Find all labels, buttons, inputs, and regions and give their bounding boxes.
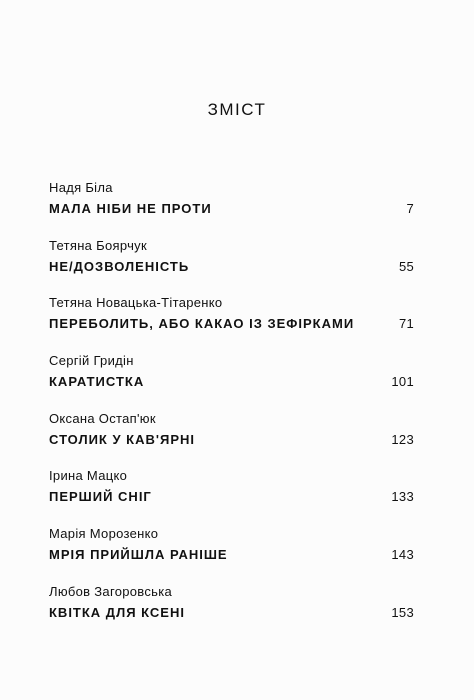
toc-page-number: 71 (398, 316, 414, 332)
toc-entry (49, 293, 414, 351)
toc-author: Надя Біла (49, 180, 113, 195)
toc-story-title: МРІЯ ПРИЙШЛА РАНІШЕ (49, 547, 228, 563)
toc-row (49, 544, 414, 566)
toc-row (49, 429, 414, 451)
toc-entry (49, 351, 414, 409)
toc-page-number: 143 (391, 547, 414, 563)
toc-row (49, 198, 414, 220)
toc-page-number: 133 (391, 489, 414, 505)
toc-page-number: 101 (391, 374, 414, 390)
toc-author: Марія Морозенко (49, 526, 159, 542)
toc-row (49, 486, 414, 508)
toc-author: Ірина Мацко (49, 468, 128, 484)
toc-page-number: 123 (391, 431, 414, 447)
toc-author: Оксана Остап'юк (49, 410, 156, 426)
toc-row (49, 313, 414, 335)
toc-entry (49, 409, 414, 467)
toc-entry (49, 524, 414, 582)
page-title: ЗМІСТ (207, 100, 267, 119)
toc-author: Тетяна Новацька-Тітаренко (49, 295, 223, 311)
toc-story-title: МАЛА НІБИ НЕ ПРОТИ (49, 201, 212, 216)
toc-story-title: СТОЛИК У КАВ'ЯРНІ (49, 431, 195, 447)
toc-author: Сергій Гридін (49, 353, 134, 369)
toc-story-title: ПЕРЕБОЛИТЬ, АБО КАКАО ІЗ ЗЕФІРКАМИ (49, 316, 355, 332)
toc-author: Любов Загоровська (49, 583, 173, 599)
toc-row (49, 256, 414, 278)
toc-story-title: ПЕРШИЙ СНІГ (49, 489, 152, 505)
toc-entry (49, 582, 414, 640)
toc-page-number: 153 (391, 604, 414, 620)
toc-story-title: КВІТКА ДЛЯ КСЕНІ (49, 604, 185, 620)
toc-story-title: НЕ/ДОЗВОЛЕНІСТЬ (49, 258, 190, 274)
toc-page-number: 7 (406, 201, 414, 216)
toc-story-title: КАРАТИСТКА (49, 374, 145, 390)
table-of-contents (49, 178, 414, 640)
toc-entry (49, 236, 414, 294)
toc-author: Тетяна Боярчук (49, 237, 147, 253)
toc-entry (49, 178, 414, 236)
toc-row (49, 371, 414, 393)
toc-entry (49, 466, 414, 524)
toc-row (49, 602, 414, 624)
toc-page-number: 55 (398, 258, 414, 274)
